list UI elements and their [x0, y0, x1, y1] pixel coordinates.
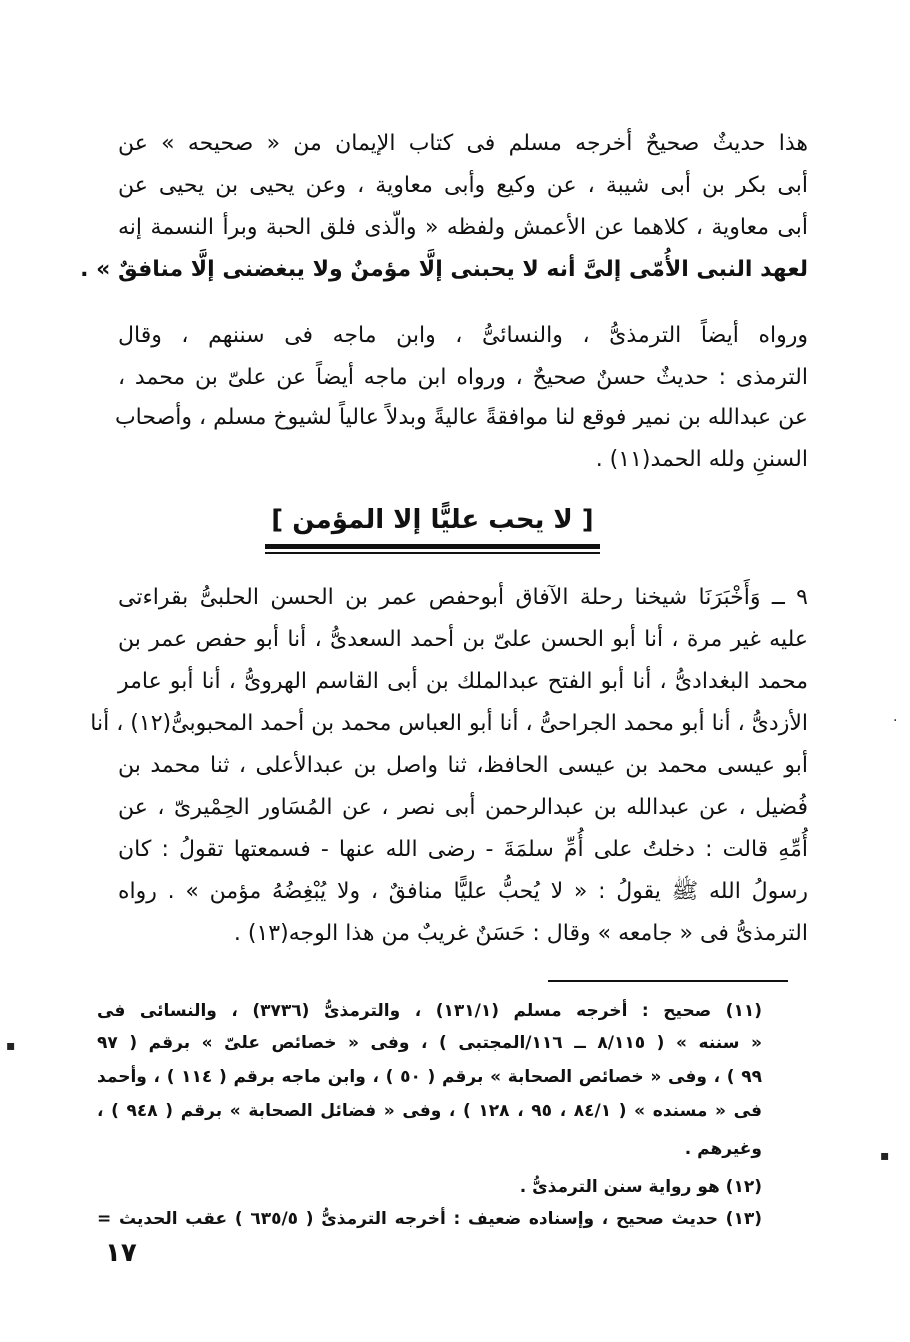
text-line: أبى معاوية ، كلاهما عن الأعمش ولفظه « والّذى فلق الحبة وبرأ النسمة إنه — [118, 215, 808, 240]
footnote-separator — [548, 980, 788, 982]
scan-speck: · — [893, 713, 898, 729]
page-number: ١٧ — [105, 1238, 137, 1268]
text-line: لعهد النبى الأُمّى إلىَّ أنه لا يحبنى إلَّا مؤمنٌ ولا يبغضنى إلَّا منافقٌ » . — [80, 257, 808, 282]
text-line: عن عبدالله بن نمير فوقع لنا موافقةً عاليةً وبدلاً عالياً لشيوخ مسلم ، وأصحاب — [114, 405, 808, 430]
scan-speck: ▪ — [880, 1148, 890, 1164]
text-line: ورواه أيضاً الترمذىُّ ، والنسائىُّ ، وابن ماجه فى سننهم ، وقال — [118, 323, 808, 348]
text-line: الترمذىُّ فى « جامعه » وقال : حَسَنٌ غريبٌ من هذا الوجه(١٣) . — [233, 921, 808, 946]
footnote-line: (١٢) هو رواية سنن الترمذىُّ . — [519, 1177, 762, 1197]
text-line: أبو عيسى محمد بن عيسى الحافظ، ثنا واصل بن عبدالأعلى ، ثنا محمد بن — [118, 753, 808, 778]
footnote-line: وغيرهم . — [684, 1139, 762, 1159]
footnote-line: (١١) صحيح : أخرجه مسلم (١٣١/١) ، والترمذىُّ (٣٧٣٦) ، والنسائى فى — [97, 1001, 762, 1021]
text-line: رسولُ الله ﷺ يقولُ : « لا يُحبُّ عليًّا منافقٌ ، ولا يُبْغِضُهُ مؤمن » . رواه — [118, 879, 808, 904]
heading-rule-thin — [265, 552, 600, 554]
heading-rule-thick — [265, 544, 600, 549]
text-line: الأزدىُّ ، أنا أبو محمد الجراحىُّ ، أنا أبو العباس محمد بن أحمد المحبوبىُّ(١٢) ، أنا — [90, 711, 808, 736]
scan-speck: ▪ — [6, 1038, 16, 1054]
footnote-line: ٩٩ ) ، وفى « خصائص الصحابة » برقم ( ٥٠ ) ، وابن ماجه برقم ( ١١٤ ) ، وأحمد — [97, 1067, 762, 1087]
text-line: الترمذى : حديثٌ حسنٌ صحيحٌ ، ورواه ابن ماجه أيضاً عن علىّ بن محمد ، — [118, 365, 808, 390]
text-line: عليه غير مرة ، أنا أبو الحسن علىّ بن أحمد السعدىُّ ، أنا أبو حفص عمر بن — [118, 627, 808, 652]
footnote-line: « سننه » ( ٨/١١٥ ــ ١١٦/المجتبى ) ، وفى « خصائص علىّ » برقم ( ٩٧ — [97, 1033, 762, 1053]
text-line: أبى بكر بن أبى شيبة ، عن وكيع وأبى معاوية ، وعن يحيى بن يحيى عن — [118, 173, 808, 198]
text-line: ٩ ــ وَأَخْبَرَنَا شيخنا رحلة الآفاق أبوحفص عمر بن الحسن الحلبىُّ بقراءتى — [118, 585, 808, 610]
text-line: هذا حديثٌ صحيحٌ أخرجه مسلم فى كتاب الإيمان من « صحيحه » عن — [118, 131, 808, 156]
text-line: السننِ ولله الحمد(١١) . — [595, 447, 808, 472]
text-line: محمد البغدادىُّ ، أنا أبو الفتح عبدالملك بن أبى القاسم الهروىُّ ، أنا أبو عامر — [118, 669, 808, 694]
footnote-line: فى « مسنده » ( ٨٤/١ ، ٩٥ ، ١٢٨ ) ، وفى « فضائل الصحابة » برقم ( ٩٤٨ ) ، — [97, 1101, 763, 1121]
footnote-line: (١٣) حديث صحيح ، وإسناده ضعيف : أخرجه الترمذىُّ ( ٦٣٥/٥ ) عقب الحديث = — [97, 1209, 762, 1229]
text-line: أُمِّهِ قالت : دخلتُ على أُمِّ سلمَةَ - رضى الله عنها - فسمعتها تقولُ : كان — [118, 837, 808, 862]
section-heading: [ لا يحب عليًّا إلا المؤمن ] — [271, 505, 594, 535]
text-line: فُضيل ، عن عبدالله بن عبدالرحمن أبى نصر ، عن المُسَاور الحِمْيرىّ ، عن — [118, 795, 808, 820]
